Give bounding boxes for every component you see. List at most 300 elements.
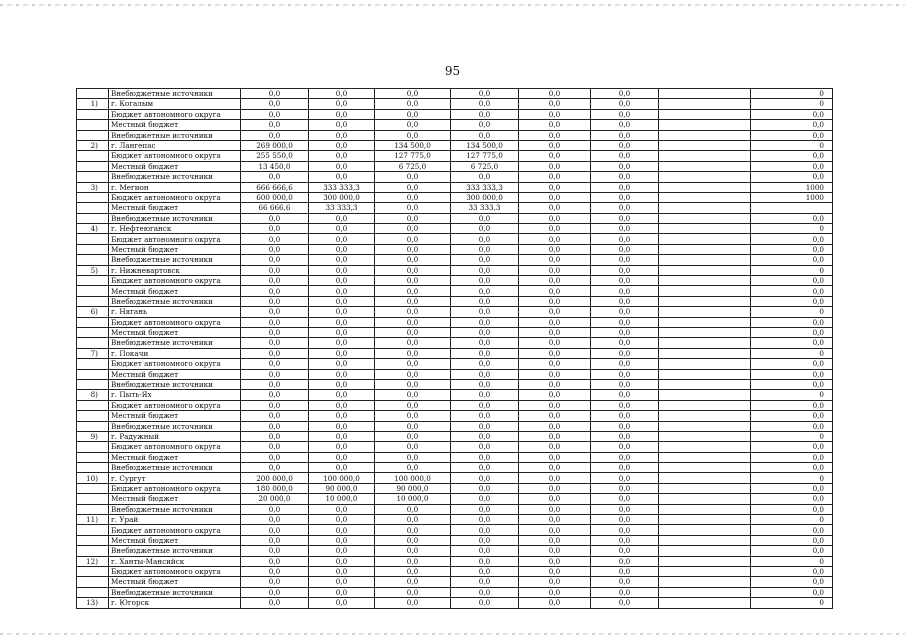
value-cell: 0,0 [591,140,659,150]
value-cell: 0,0 [451,546,519,556]
value-cell: 0,0 [519,151,591,161]
row-number [77,400,109,410]
value-cell: 0,0 [375,411,451,421]
value-cell: 100 000,0 [375,473,451,483]
value-cell: 0,0 [241,442,309,452]
value-cell: 0,0 [519,203,591,213]
value-cell: 0,0 [519,120,591,130]
value-cell: 0,0 [591,452,659,462]
row-label: Местный бюджет [109,327,241,337]
value-cell: 0,0 [519,244,591,254]
value-cell [659,255,751,265]
value-cell: 0,0 [375,546,451,556]
row-label: Местный бюджет [109,369,241,379]
value-cell: 0,0 [451,234,519,244]
value-cell: 0,0 [519,566,591,576]
value-cell [659,379,751,389]
value-cell: 0,0 [451,504,519,514]
row-label: Внебюджетные источники [109,546,241,556]
value-cell: 0,0 [751,525,833,535]
value-cell: 0,0 [375,359,451,369]
value-cell [659,463,751,473]
value-cell: 0,0 [591,359,659,369]
value-cell: 0 [751,348,833,358]
value-cell: 0,0 [375,379,451,389]
row-label: Бюджет автономного округа [109,192,241,202]
value-cell: 13 450,0 [241,161,309,171]
row-label: Внебюджетные источники [109,172,241,182]
row-number [77,483,109,493]
row-label: Внебюджетные источники [109,504,241,514]
value-cell: 0,0 [375,452,451,462]
value-cell [659,338,751,348]
value-cell: 0,0 [241,317,309,327]
value-cell: 0,0 [451,369,519,379]
value-cell: 0,0 [241,296,309,306]
value-cell: 0 [751,89,833,99]
value-cell: 0,0 [751,442,833,452]
value-cell: 0,0 [519,265,591,275]
table-row [77,577,833,587]
value-cell: 0,0 [375,348,451,358]
row-number [77,566,109,576]
table-row [77,182,833,192]
value-cell: 0,0 [451,411,519,421]
value-cell: 0,0 [519,421,591,431]
value-cell: 0,0 [309,421,375,431]
value-cell: 0,0 [309,338,375,348]
value-cell: 0,0 [591,369,659,379]
row-label: Внебюджетные источники [109,255,241,265]
value-cell: 0,0 [519,452,591,462]
row-number [77,587,109,597]
value-cell: 0,0 [591,192,659,202]
value-cell: 0,0 [241,276,309,286]
value-cell [659,535,751,545]
row-number [77,172,109,182]
value-cell: 0,0 [591,483,659,493]
value-cell: 0,0 [451,421,519,431]
value-cell: 0,0 [375,192,451,202]
value-cell: 0,0 [241,244,309,254]
value-cell: 0,0 [751,327,833,337]
value-cell: 0,0 [309,151,375,161]
value-cell: 0,0 [241,577,309,587]
value-cell: 0,0 [751,359,833,369]
value-cell: 0,0 [519,587,591,597]
value-cell [659,182,751,192]
value-cell: 0,0 [519,307,591,317]
value-cell: 0,0 [309,379,375,389]
value-cell: 0,0 [519,276,591,286]
value-cell: 0,0 [751,504,833,514]
value-cell: 0,0 [375,203,451,213]
value-cell: 100 000,0 [309,473,375,483]
value-cell: 0,0 [519,369,591,379]
value-cell: 0,0 [591,411,659,421]
row-label: Местный бюджет [109,494,241,504]
value-cell: 0,0 [591,244,659,254]
value-cell [659,286,751,296]
row-number: 12) [77,556,109,566]
value-cell: 0,0 [375,120,451,130]
row-number [77,203,109,213]
value-cell: 0,0 [241,234,309,244]
value-cell: 0,0 [375,525,451,535]
table-row [77,515,833,525]
value-cell: 0,0 [309,587,375,597]
value-cell: 0,0 [751,151,833,161]
value-cell: 0,0 [591,109,659,119]
value-cell [659,515,751,525]
row-number [77,213,109,223]
value-cell: 0 [751,431,833,441]
value-cell: 0,0 [451,431,519,441]
value-cell: 0,0 [519,556,591,566]
row-label: Бюджет автономного округа [109,317,241,327]
value-cell: 333 333,3 [451,182,519,192]
value-cell: 0,0 [241,390,309,400]
row-label: Внебюджетные источники [109,379,241,389]
row-label: Бюджет автономного округа [109,483,241,493]
value-cell: 0,0 [451,463,519,473]
value-cell: 0,0 [241,598,309,608]
value-cell: 0,0 [375,89,451,99]
value-cell: 0,0 [375,182,451,192]
value-cell: 0,0 [375,244,451,254]
page-number: 95 [444,64,461,78]
value-cell [659,483,751,493]
value-cell: 0,0 [451,338,519,348]
value-cell: 0,0 [519,213,591,223]
table-row [77,317,833,327]
value-cell: 0,0 [519,286,591,296]
value-cell: 0,0 [591,587,659,597]
value-cell: 0,0 [241,556,309,566]
row-label: г. Покачи [109,348,241,358]
value-cell: 0,0 [241,307,309,317]
value-cell: 0,0 [519,192,591,202]
value-cell: 300 000,0 [309,192,375,202]
value-cell: 0,0 [519,525,591,535]
table-row [77,411,833,421]
value-cell: 0 [751,390,833,400]
value-cell: 0,0 [241,109,309,119]
value-cell: 10 000,0 [309,494,375,504]
row-label: Внебюджетные источники [109,587,241,597]
value-cell: 0,0 [375,327,451,337]
value-cell: 0,0 [519,515,591,525]
value-cell: 0,0 [451,224,519,234]
value-cell: 0,0 [591,535,659,545]
value-cell: 0,0 [451,452,519,462]
value-cell: 0,0 [519,483,591,493]
value-cell: 0,0 [309,390,375,400]
value-cell: 0,0 [519,546,591,556]
value-cell: 0,0 [519,161,591,171]
row-label: г. Ханты-Мансийск [109,556,241,566]
value-cell: 0,0 [591,400,659,410]
value-cell: 333 333,3 [309,182,375,192]
value-cell: 0,0 [451,348,519,358]
value-cell: 0,0 [375,224,451,234]
value-cell: 0,0 [375,213,451,223]
value-cell: 0,0 [451,99,519,109]
row-number [77,327,109,337]
value-cell: 0,0 [451,255,519,265]
table-row [77,120,833,130]
table-row [77,483,833,493]
value-cell: 134 500,0 [375,140,451,150]
value-cell [659,234,751,244]
value-cell: 0,0 [375,130,451,140]
value-cell: 0,0 [751,369,833,379]
table-row [77,89,833,99]
row-label: Внебюджетные источники [109,338,241,348]
row-label: Бюджет автономного округа [109,109,241,119]
row-number [77,286,109,296]
row-label: Внебюджетные источники [109,421,241,431]
value-cell: 0,0 [309,109,375,119]
row-label: Внебюджетные источники [109,213,241,223]
value-cell: 10 000,0 [375,494,451,504]
value-cell: 0,0 [519,494,591,504]
value-cell: 0,0 [451,172,519,182]
value-cell: 0,0 [519,99,591,109]
row-label: Бюджет автономного округа [109,151,241,161]
value-cell [659,577,751,587]
value-cell: 0,0 [519,598,591,608]
row-number [77,109,109,119]
value-cell [659,348,751,358]
table-row [77,151,833,161]
value-cell: 20 000,0 [241,494,309,504]
scan-edge-top [0,4,905,6]
value-cell: 0,0 [591,348,659,358]
value-cell: 0,0 [375,99,451,109]
row-number [77,452,109,462]
row-label: г. Лангепас [109,140,241,150]
row-label: г. Когалым [109,99,241,109]
value-cell [659,587,751,597]
value-cell: 0,0 [309,89,375,99]
value-cell: 0,0 [309,224,375,234]
row-label: Местный бюджет [109,120,241,130]
value-cell [659,307,751,317]
row-number [77,161,109,171]
value-cell: 0,0 [751,546,833,556]
table-row [77,224,833,234]
value-cell: 0,0 [751,421,833,431]
value-cell: 0,0 [451,379,519,389]
value-cell: 0,0 [451,566,519,576]
value-cell: 0,0 [751,255,833,265]
value-cell: 0,0 [591,577,659,587]
value-cell [659,525,751,535]
value-cell [659,390,751,400]
value-cell: 0,0 [591,151,659,161]
value-cell: 600 000,0 [241,192,309,202]
value-cell: 0,0 [591,598,659,608]
value-cell [659,598,751,608]
value-cell: 0,0 [751,286,833,296]
value-cell: 0,0 [241,411,309,421]
value-cell: 0,0 [591,307,659,317]
value-cell: 0,0 [591,504,659,514]
value-cell: 0,0 [241,130,309,140]
table-row [77,598,833,608]
table-row [77,587,833,597]
value-cell: 1000 [751,192,833,202]
value-cell: 0,0 [519,89,591,99]
value-cell: 0,0 [519,182,591,192]
value-cell: 0,0 [451,525,519,535]
value-cell: 0,0 [751,400,833,410]
value-cell: 0,0 [309,452,375,462]
value-cell: 0,0 [451,535,519,545]
value-cell [659,140,751,150]
row-number [77,234,109,244]
value-cell: 0,0 [751,130,833,140]
value-cell: 0,0 [519,317,591,327]
row-label: Местный бюджет [109,161,241,171]
value-cell: 0,0 [751,234,833,244]
value-cell [659,369,751,379]
value-cell: 0,0 [591,120,659,130]
value-cell: 0,0 [451,598,519,608]
value-cell: 33 333,3 [309,203,375,213]
value-cell: 0,0 [519,400,591,410]
row-number: 1) [77,99,109,109]
value-cell: 0,0 [451,317,519,327]
value-cell: 0,0 [451,296,519,306]
value-cell: 90 000,0 [309,483,375,493]
value-cell: 0,0 [591,525,659,535]
table-row [77,535,833,545]
table-row [77,525,833,535]
row-number: 7) [77,348,109,358]
table-row [77,379,833,389]
value-cell: 0,0 [519,359,591,369]
value-cell: 0,0 [375,338,451,348]
value-cell [659,172,751,182]
value-cell: 0,0 [241,327,309,337]
value-cell: 0,0 [375,265,451,275]
row-label: Местный бюджет [109,411,241,421]
value-cell [659,546,751,556]
value-cell [659,99,751,109]
value-cell: 0,0 [519,109,591,119]
value-cell: 0,0 [309,431,375,441]
table-row [77,369,833,379]
value-cell: 0,0 [591,99,659,109]
table-row [77,473,833,483]
value-cell: 0,0 [591,546,659,556]
value-cell: 0,0 [591,276,659,286]
value-cell: 0,0 [591,327,659,337]
value-cell: 0,0 [241,338,309,348]
value-cell: 0,0 [241,515,309,525]
table-row [77,504,833,514]
value-cell: 0,0 [519,234,591,244]
value-cell: 0,0 [241,379,309,389]
row-number: 2) [77,140,109,150]
value-cell: 33 333,3 [451,203,519,213]
value-cell: 0,0 [241,463,309,473]
value-cell: 0,0 [519,577,591,587]
table-row [77,140,833,150]
value-cell: 0,0 [241,546,309,556]
value-cell: 127 775,0 [451,151,519,161]
value-cell: 0,0 [241,99,309,109]
row-label: г. Нягань [109,307,241,317]
value-cell: 6 725,0 [375,161,451,171]
value-cell: 0,0 [375,172,451,182]
value-cell: 0,0 [751,244,833,254]
value-cell: 0,0 [309,327,375,337]
value-cell [659,89,751,99]
value-cell: 0,0 [241,369,309,379]
value-cell [659,120,751,130]
value-cell: 0,0 [451,89,519,99]
value-cell: 0,0 [309,244,375,254]
value-cell [659,109,751,119]
value-cell: 0,0 [375,463,451,473]
table-row [77,276,833,286]
value-cell: 0,0 [309,161,375,171]
value-cell: 0,0 [241,587,309,597]
table-row [77,359,833,369]
row-number [77,296,109,306]
row-label: Внебюджетные источники [109,296,241,306]
value-cell: 0,0 [375,255,451,265]
value-cell: 0,0 [309,556,375,566]
value-cell: 6 725,0 [451,161,519,171]
value-cell: 0,0 [751,172,833,182]
value-cell: 0,0 [751,483,833,493]
value-cell: 0,0 [519,255,591,265]
row-label: г. Урай [109,515,241,525]
value-cell: 66 666,6 [241,203,309,213]
value-cell: 0,0 [375,421,451,431]
value-cell: 0,0 [375,504,451,514]
value-cell: 0,0 [591,234,659,244]
value-cell: 0 [751,473,833,483]
row-number [77,525,109,535]
value-cell [659,421,751,431]
value-cell: 0,0 [451,390,519,400]
value-cell: 0,0 [751,411,833,421]
value-cell: 0,0 [591,255,659,265]
value-cell: 0,0 [519,296,591,306]
value-cell: 0,0 [241,213,309,223]
value-cell: 0,0 [241,224,309,234]
row-number: 9) [77,431,109,441]
table-row [77,192,833,202]
value-cell: 0,0 [309,566,375,576]
value-cell: 0,0 [519,411,591,421]
value-cell: 0,0 [451,515,519,525]
value-cell: 90 000,0 [375,483,451,493]
row-label: Бюджет автономного округа [109,359,241,369]
value-cell: 0,0 [519,338,591,348]
value-cell: 0,0 [591,286,659,296]
value-cell: 0,0 [375,317,451,327]
value-cell: 0,0 [375,286,451,296]
value-cell: 0,0 [451,577,519,587]
value-cell: 0,0 [451,276,519,286]
table-row [77,130,833,140]
